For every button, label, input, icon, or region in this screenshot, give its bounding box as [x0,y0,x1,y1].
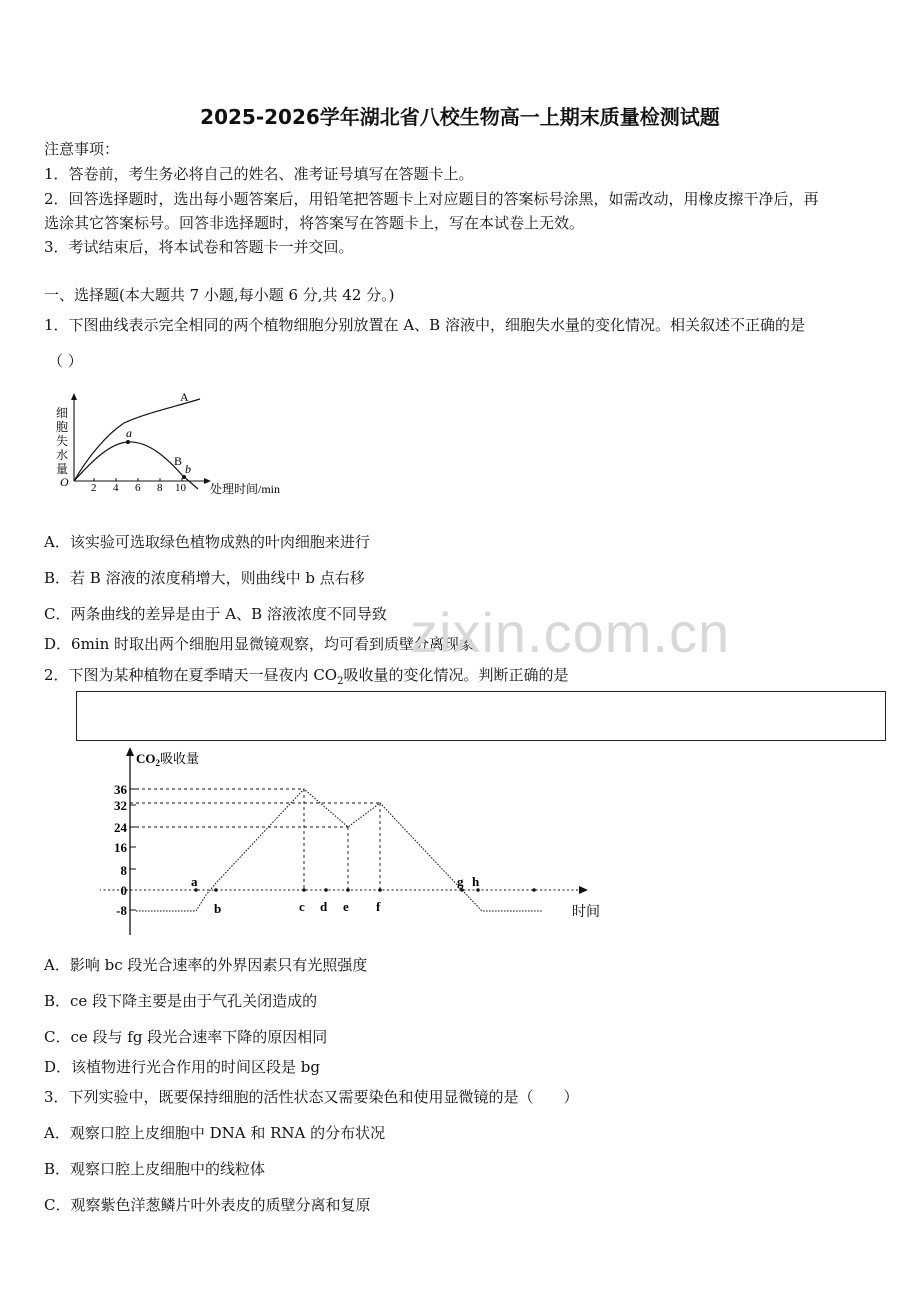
q2-point-a: a [191,874,198,889]
q1-option-b[interactable]: B．若 B 溶液的浓度稍增大，则曲线中 b 点右移 [44,569,365,587]
q2-ylabel-co: CO [136,751,156,766]
section-heading: 一、选择题(本大题共 7 小题,每小题 6 分,共 42 分。) [44,286,395,304]
q1-option-d[interactable]: D．6min 时取出两个细胞用显微镜观察，均可看到质壁分离现象 [44,635,475,653]
q1-option-a[interactable]: A．该实验可选取绿色植物成熟的叶肉细胞来进行 [44,533,370,551]
notice-item-3: 3．考试结束后，将本试卷和答题卡一并交回。 [44,238,354,256]
q1-xtick: 2 [91,482,97,494]
q1-xlabel: 处理时间/min [210,482,281,496]
q2-ytick: 0 [120,883,127,898]
q2-co2-graph [100,743,610,938]
q2-point-e: e [343,899,349,914]
q2-answer-box [76,691,886,741]
q2-point-b: b [214,901,222,916]
q1-ylabel-char: 失 [56,434,69,448]
q2-option-d[interactable]: D．该植物进行光合作用的时间区段是 bg [44,1058,321,1076]
q2-x-arrow [579,886,588,894]
q1-ylabel-char: 量 [56,462,69,476]
q2-ytick: -8 [116,903,127,918]
q2-y-arrow [126,747,134,756]
q1-answer-paren: （ ） [48,352,83,370]
q1-label-b: b [185,462,191,476]
q2-point-h: h [472,874,480,889]
q2-point-d: d [320,899,328,914]
q1-option-c[interactable]: C．两条曲线的差异是由于 A、B 溶液浓度不同导致 [44,605,387,623]
notice-item-2-cont: 选涂其它答案标号。回答非选择题时，将答案写在答题卡上，写在本试卷上无效。 [44,214,585,232]
notice-item-1: 1．答卷前，考生务必将自己的姓名、准考证号填写在答题卡上。 [44,165,474,183]
q1-stem: 1．下图曲线表示完全相同的两个植物细胞分别放置在 A、B 溶液中，细胞失水量的变化情况。相关叙述不正确的是 [44,316,805,334]
watermark: zixin.com.cn [410,601,731,664]
q1-y-arrow [71,393,77,400]
notice-heading: 注意事项： [44,140,120,158]
q2-point-c: c [299,899,305,914]
q3-option-b[interactable]: B．观察口腔上皮细胞中的线粒体 [44,1160,266,1178]
q2-co2-curve [136,789,543,911]
q1-water-loss-graph [48,385,298,500]
q2-ytick: 8 [120,863,127,878]
q2-option-a[interactable]: A．影响 bc 段光合速率的外界因素只有光照强度 [44,956,368,974]
q3-option-c[interactable]: C．观察紫色洋葱鳞片叶外表皮的质壁分离和复原 [44,1196,371,1214]
q1-label-a: a [126,426,132,440]
q2-ytick: 24 [114,820,127,835]
q2-ylabel-sub: 2 [155,758,160,768]
q1-ylabel-char: 水 [56,448,69,462]
q2-option-c[interactable]: C．ce 段与 fg 段光合速率下降的原因相同 [44,1028,328,1046]
q1-curve-A [74,399,200,481]
q1-xtick: 6 [135,482,141,494]
q1-ylabel-char: 胞 [56,420,69,434]
q1-label-B: B [174,454,183,468]
q2-option-b[interactable]: B．ce 段下降主要是由于气孔关闭造成的 [44,992,318,1010]
q2-ylabel-text: 吸收量 [160,752,200,767]
page-title: 2025-2026学年湖北省八校生物高一上期末质量检测试题 [200,105,720,129]
q1-label-A: A [180,390,189,404]
q2-point-g: g [457,874,464,889]
q1-xtick: 4 [113,482,119,494]
q2-stem-suffix: 吸收量的变化情况。判断正确的是 [343,666,569,684]
q2-xlabel: 时间 [572,905,600,920]
q3-option-a[interactable]: A．观察口腔上皮细胞中 DNA 和 RNA 的分布状况 [44,1124,386,1142]
q2-ylabel [136,751,199,768]
q2-ytick: 16 [114,840,127,855]
q2-ytick: 36 [114,782,127,797]
q3-stem: 3．下列实验中，既要保持细胞的活性状态又需要染色和使用显微镜的是（ ） [44,1088,579,1106]
q2-stem [44,664,568,687]
q2-point-f: f [376,899,381,914]
q1-xtick: 10 [175,482,186,494]
q2-ytick: 32 [114,798,127,813]
q1-xtick: 8 [157,482,163,494]
q1-point-a [126,440,130,444]
q2-stem-sub: 2 [337,676,344,687]
q1-ylabel-char: 细 [56,406,69,420]
q1-origin-label: O [60,475,69,489]
notice-item-2: 2．回答选择题时，选出每小题答案后，用铅笔把答题卡上对应题目的答案标号涂黑，如需改动，用橡皮擦干净后，再 [44,190,819,208]
q2-stem-prefix: 2．下图为某种植物在夏季晴天一昼夜内 CO [44,666,338,684]
q2-guide-lines [130,789,380,890]
